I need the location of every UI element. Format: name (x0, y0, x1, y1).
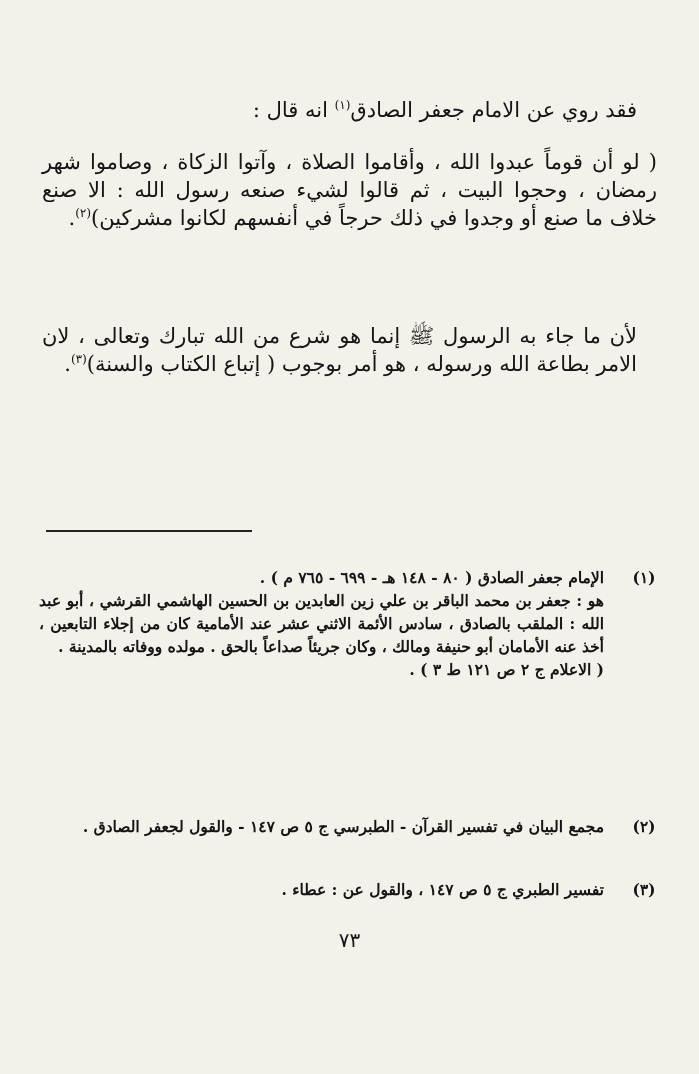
quote-paragraph (42, 148, 657, 232)
reason-text: لأن ما جاء به الرسول ﷺ إنما هو شرع من الله تبارك وتعالى ، لان الامر بطاعة الله ورسوله ، هو أمر بوجوب ( إتباع الكتاب والسنة) (42, 324, 637, 376)
intro-text: فقد روي عن الامام جعفر الصادق (350, 98, 637, 122)
footnote-number: (٢) (632, 817, 656, 836)
quote-text: ( لو أن قوماً عبدوا الله ، وأقاموا الصلاة ، وآتوا الزكاة ، وصاموا شهر رمضان ، وحجوا البيت ، ثم قالوا لشيء صنعه رسول الله : الا صنع خلاف ما صنع أو وجدوا في ذلك حرجاً في أنفسهم لكانوا مشركين) (42, 150, 657, 230)
footnote-1 (39, 566, 659, 681)
quote-tail: . (68, 206, 76, 230)
reason-paragraph (42, 322, 637, 378)
footnote-ref-2: (٢) (75, 206, 92, 220)
intro-tail: انه قال : (252, 98, 335, 122)
footnote-3 (39, 878, 659, 901)
reason-tail: . (64, 352, 71, 376)
footnote-line: الإمام جعفر الصادق ( ٨٠ - ١٤٨ هـ - ٦٩٩ - ٧٦٥ م ) . (259, 568, 604, 587)
footnote-line: مجمع البيان في تفسير القرآن - الطبرسي ج ٥ ص ١٤٧ - والقول لجعفر الصادق . (82, 817, 604, 836)
footnote-line: هو : جعفر بن محمد الباقر بن علي زين العابدين بن الحسين الهاشمي القرشي ، أبو عبد الله : الملقب بالصادق ، سادس الأئمة الاثني عشر عند الأمامية كان من إجلاء التابعين ، أخذ عنه الأمامان أبو حنيفة ومالك ، وكان جريئاً صداعاً بالحق . مولده ووفاته بالمدينة . (39, 591, 604, 656)
footnote-ref-1: (١) (334, 98, 351, 112)
intro-paragraph (42, 96, 637, 124)
footnote-separator (46, 530, 252, 532)
footnote-line: ( الاعلام ج ٢ ص ١٢١ ط ٣ ) . (409, 660, 604, 679)
footnote-ref-3: (٣) (70, 352, 87, 366)
footnote-2 (39, 815, 659, 838)
footnote-line: تفسير الطبري ج ٥ ص ١٤٧ ، والقول عن : عطاء . (281, 880, 604, 899)
footnote-number: (١) (632, 568, 656, 587)
page-number: ٧٣ (338, 928, 361, 952)
footnote-number: (٣) (632, 880, 656, 899)
